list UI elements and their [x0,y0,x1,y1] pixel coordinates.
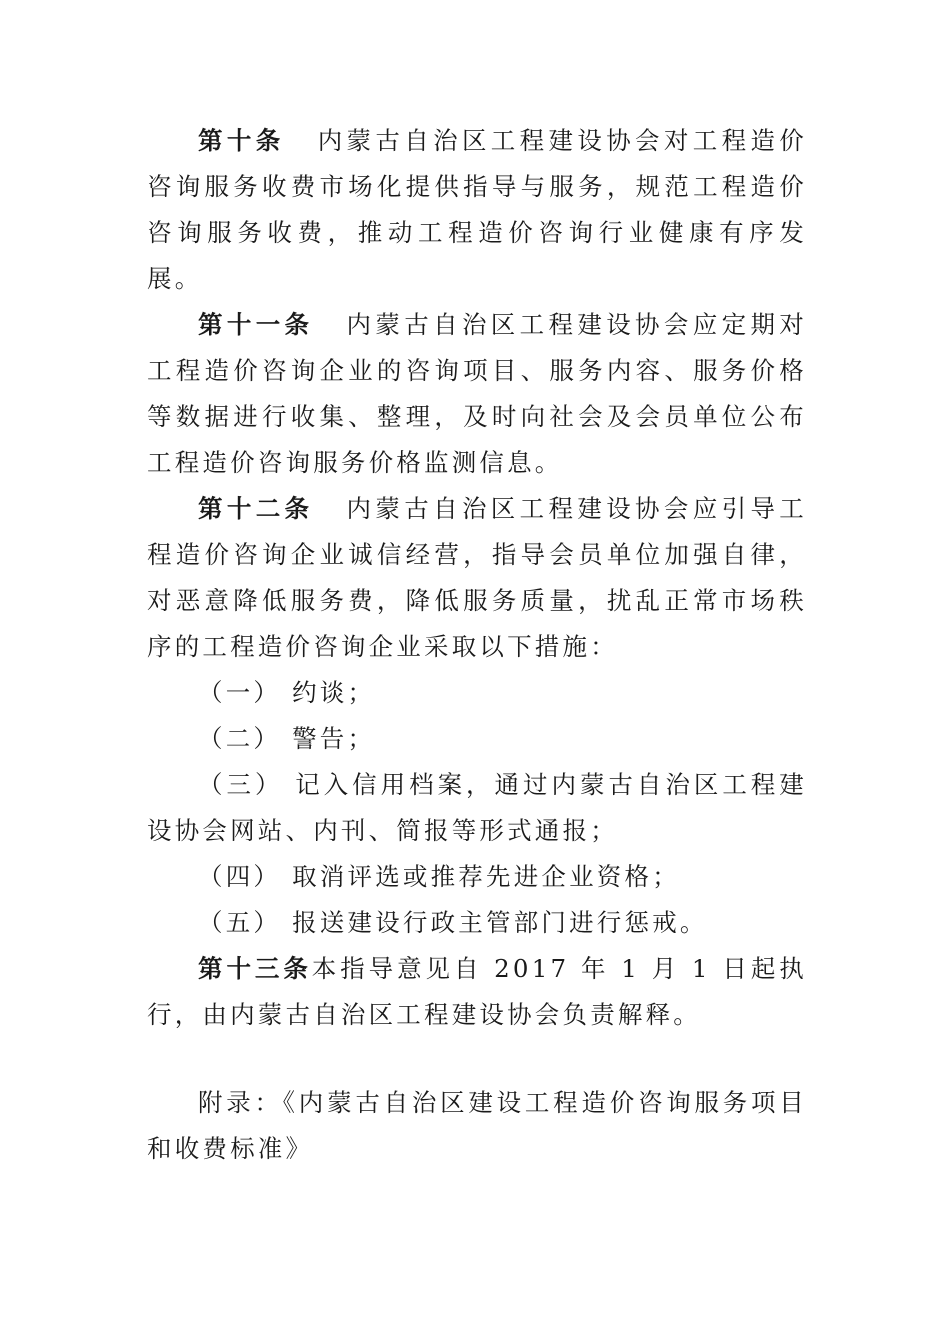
measure-item [147,670,807,716]
measure-text: 取消评选或推荐先进企业资格； [292,862,680,891]
article-number: 第十三条 [198,954,312,983]
measure-item [147,716,807,762]
article-number: 第十二条 [198,494,314,523]
measure-text: 约谈； [292,678,376,707]
appendix-note [147,1080,807,1172]
measure-label: （二） [198,724,282,753]
measure-item [147,854,807,900]
measure-text: 警告； [292,724,376,753]
article-text: 内蒙古自治区工程建设协会应定期对工程造价咨询企业的咨询项目、服务内容、服务价格等数据进行收集、整理，及时向社会及会员单位公布工程造价咨询服务价格监测信息。 [147,310,807,477]
article-13 [147,946,807,1038]
appendix-text: 附录：《内蒙古自治区建设工程造价咨询服务项目和收费标准》 [147,1088,807,1163]
article-text: 内蒙古自治区工程建设协会应引导工程造价咨询企业诚信经营，指导会员单位加强自律，对恶意降低服务费，降低服务质量，扰乱正常市场秩序的工程造价咨询企业采取以下措施： [147,494,807,661]
measure-label: （四） [198,862,282,891]
measure-item [147,900,807,946]
measure-text: 报送建设行政主管部门进行惩戒。 [292,908,708,937]
measure-text: 记入信用档案，通过内蒙古自治区工程建设协会网站、内刊、简报等形式通报； [147,770,807,845]
measure-label: （五） [198,908,282,937]
measure-label: （三） [198,770,284,799]
article-text: 内蒙古自治区工程建设协会对工程造价咨询服务收费市场化提供指导与服务，规范工程造价咨询服务收费，推动工程造价咨询行业健康有序发展。 [147,126,807,293]
article-12 [147,486,807,670]
measure-item [147,762,807,854]
document-page [147,118,807,1172]
article-text: 本指导意见自 2017 年 1 月 1 日起执行，由内蒙古自治区工程建设协会负责解释。 [147,954,807,1029]
article-10 [147,118,807,302]
article-11 [147,302,807,486]
article-number: 第十一条 [198,310,314,339]
measure-label: （一） [198,678,282,707]
article-number: 第十条 [198,126,285,155]
